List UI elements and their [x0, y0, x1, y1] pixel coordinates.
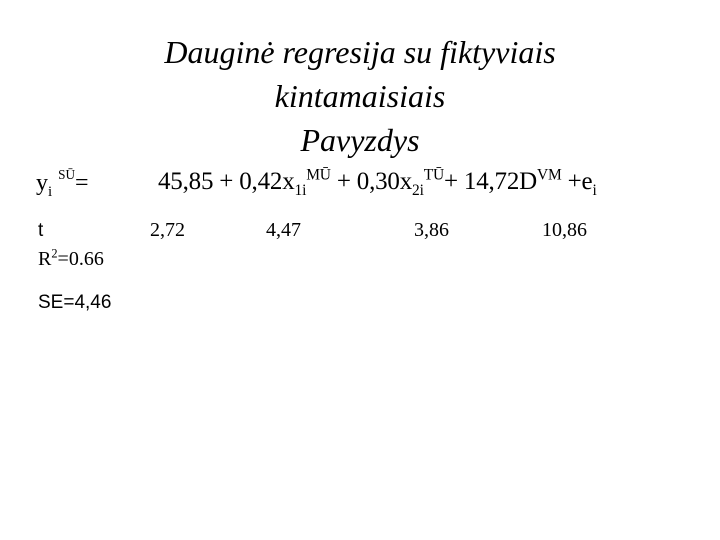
term3-sup: VM: [537, 166, 562, 184]
title-line-3: Pavyzdys: [300, 122, 420, 158]
r-squared: [38, 248, 104, 271]
term3-coef: + 14,72D: [443, 168, 538, 195]
lhs-equals: =: [75, 170, 89, 196]
term1-coef: 0,42x: [239, 168, 295, 195]
r2-value: =0.66: [57, 248, 104, 270]
standard-error: SE=4,46: [38, 292, 112, 313]
r2-sup: 2: [51, 246, 58, 261]
t-value-term1: 4,47: [266, 219, 301, 241]
lhs-sub: i: [48, 183, 53, 200]
t-value-term3: 10,86: [542, 219, 587, 241]
lhs-sup: SŪ: [58, 167, 75, 182]
title-line-2: kintamaisiais: [274, 78, 446, 114]
title-line-1: Dauginė regresija su fiktyviais: [164, 34, 556, 70]
term1-sup: MŪ: [306, 166, 331, 184]
term1-sub: 1i: [294, 182, 307, 199]
error-prefix: +e: [561, 168, 593, 195]
dependent-variable-label: [36, 167, 89, 200]
intercept: 45,85 +: [158, 168, 240, 195]
t-value-intercept: 2,72: [150, 219, 185, 241]
term2-sub: 2i: [412, 182, 424, 199]
error-sub: i: [592, 182, 597, 199]
term2-sup: TŪ: [423, 166, 444, 184]
slide-title: [0, 30, 720, 162]
term2-coef: + 0,30x: [330, 168, 413, 195]
t-value-term2: 3,86: [414, 219, 449, 241]
lhs-base: y: [36, 170, 48, 196]
r2-prefix: R: [38, 248, 52, 270]
t-statistic-label: t: [38, 220, 44, 241]
regression-equation: [158, 166, 597, 199]
